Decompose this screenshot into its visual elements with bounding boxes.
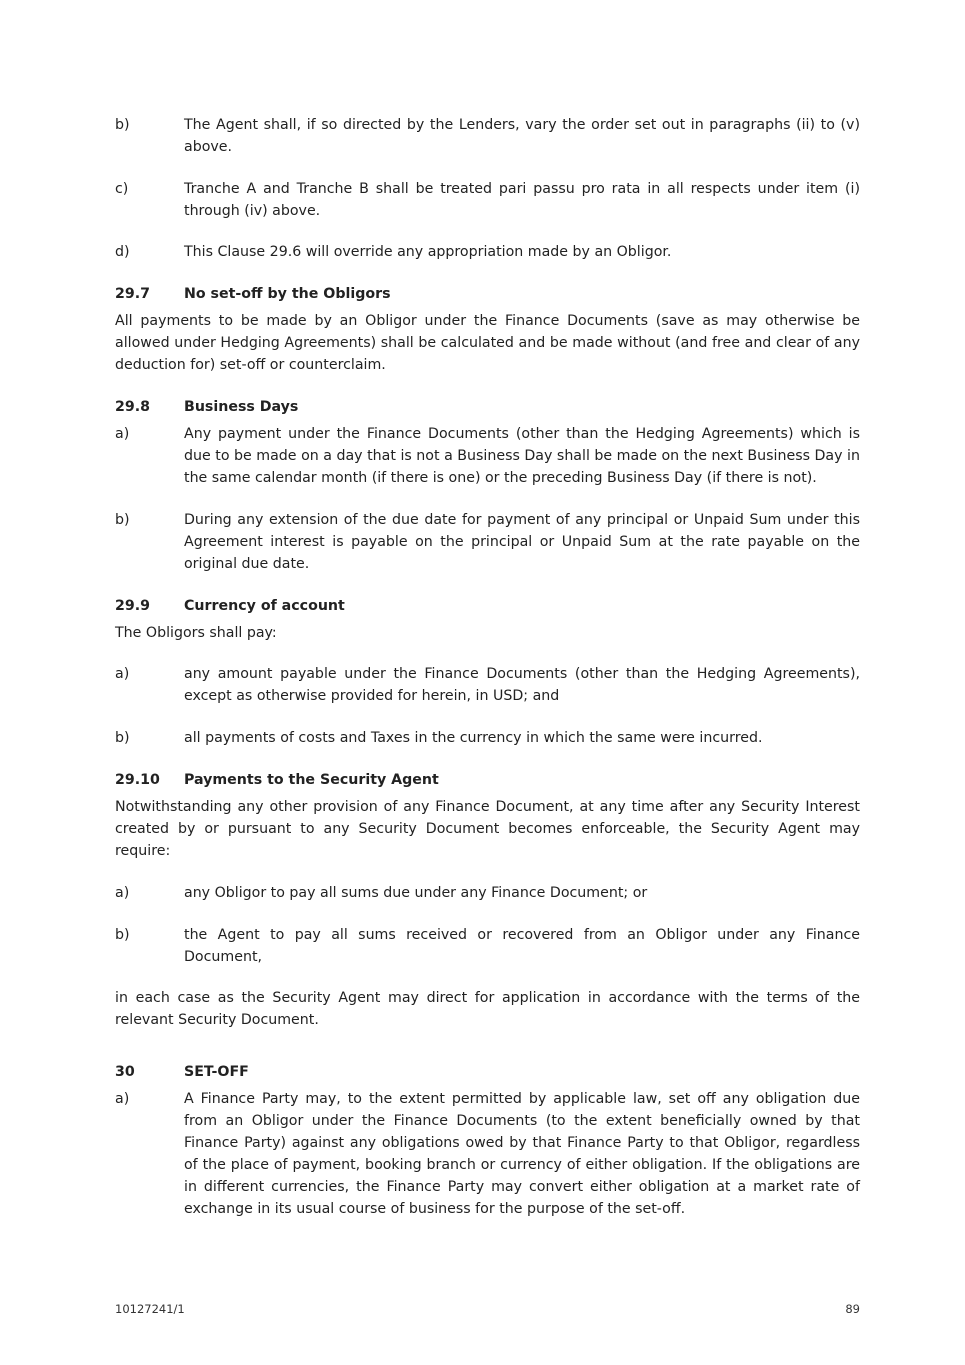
section-closing-29-10: in each case as the Security Agent may direct for application in accordance with the terms of the relevant Security Document.	[115, 990, 860, 1028]
list-item: a) any amount payable under the Finance Documents (other than the Hedging Agreements), except as otherwise provided for herein, in USD; and	[115, 666, 860, 704]
list-item: b) all payments of costs and Taxes in the currency in which the same were incurred.	[115, 730, 763, 746]
section-intro-29-10: Notwithstanding any other provision of any Finance Document, at any time after any Security Interest created by or pursuant to any Security Document becomes enforceable, the Security Agent may require:	[115, 799, 860, 859]
list-item: a) Any payment under the Finance Documents (other than the Hedging Agreements) which is due to be made on a day that is not a Business Day shall be made on the next Business Day in the same calendar month (if there is one) or the preceding Business Day (if there is not).	[115, 426, 860, 486]
section-body-29-7: All payments to be made by an Obligor under the Finance Documents (save as may otherwise be allowed under Hedging Agreements) shall be calculated and be made without (and free and clear of any deduction for) set-off or counterclaim.	[115, 313, 860, 373]
list-item: b) The Agent shall, if so directed by the Lenders, vary the order set out in paragraphs (ii) to (v) above.	[115, 117, 860, 155]
list-item: a) any Obligor to pay all sums due under any Finance Document; or	[115, 885, 648, 901]
section-heading-29-8: 29.8 Business Days	[115, 399, 299, 415]
section-intro-29-9: The Obligors shall pay:	[115, 625, 277, 641]
list-item: c) Tranche A and Tranche B shall be treated pari passu pro rata in all respects under item (i) through (iv) above.	[115, 181, 860, 219]
section-heading-29-10: 29.10 Payments to the Security Agent	[115, 772, 439, 788]
list-item: d) This Clause 29.6 will override any appropriation made by an Obligor.	[115, 244, 672, 260]
list-item: a) A Finance Party may, to the extent permitted by applicable law, set off any obligation due from an Obligor under the Finance Documents (to the extent beneficially owned by that Finance Party) against any obligations owed by that Finance Party to that Obligor, regardless of the place of payment, booking branch or currency of either obligation. If the obligations are in different currencies, the Finance Party may convert either obligation at a market rate of exchange in its usual course of business for the purpose of the set-off.	[115, 1091, 860, 1217]
section-heading-30: 30 SET-OFF	[115, 1064, 249, 1080]
document-reference: 10127241/1	[115, 1302, 185, 1316]
list-item: b) the Agent to pay all sums received or recovered from an Obligor under any Finance Document,	[115, 927, 860, 965]
section-heading-29-7: 29.7 No set-off by the Obligors	[115, 286, 391, 302]
list-item: b) During any extension of the due date for payment of any principal or Unpaid Sum under this Agreement interest is payable on the principal or Unpaid Sum at the rate payable on the original due date.	[115, 512, 860, 572]
page-number: 89	[845, 1302, 860, 1316]
section-heading-29-9: 29.9 Currency of account	[115, 598, 345, 614]
